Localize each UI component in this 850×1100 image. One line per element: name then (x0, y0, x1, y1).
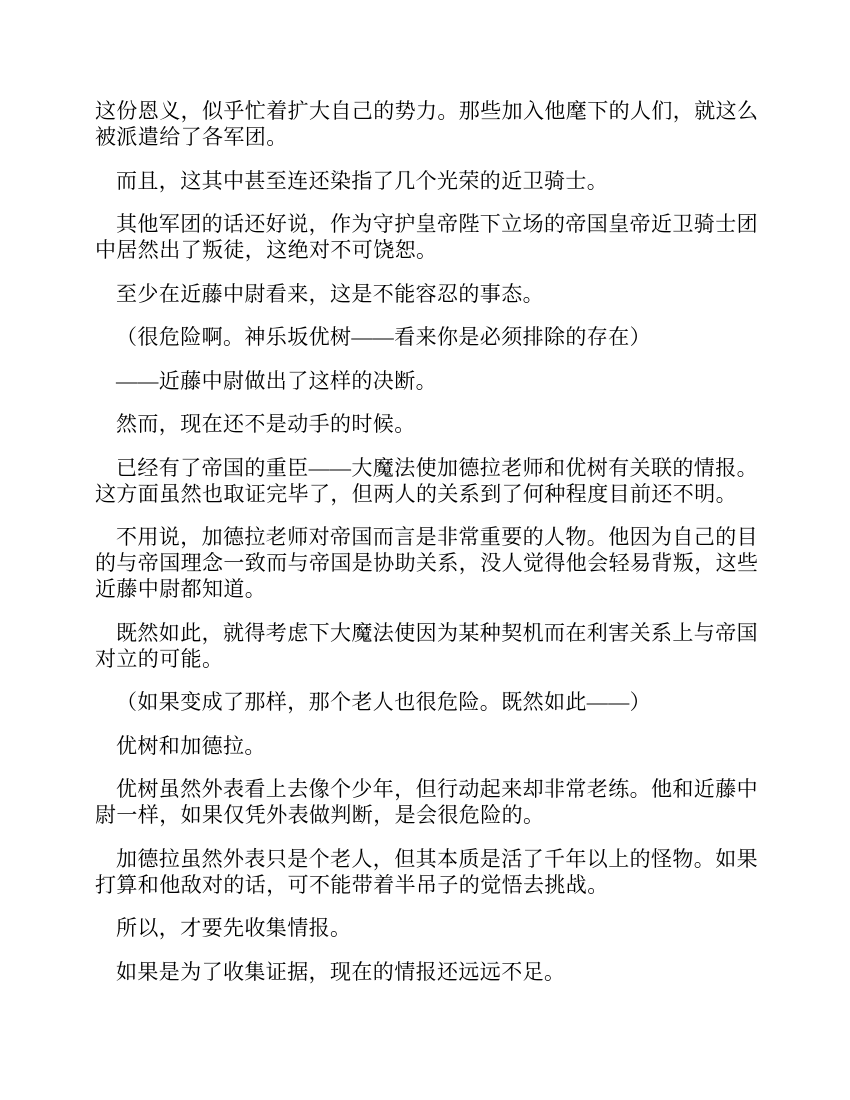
paragraph: 既然如此，就得考虑下大魔法使因为某种契机而在利害关系上与帝国对立的可能。 (95, 620, 758, 671)
paragraph: ——近藤中尉做出了这样的决断。 (116, 368, 437, 393)
paragraph: （如果变成了那样，那个老人也很危险。既然如此——） (116, 690, 651, 714)
paragraph: 加德拉虽然外表只是个老人，但其本质是活了千年以上的怪物。如果打算和他敌对的话，可不能带着半吊子的觉悟去挑战。 (95, 846, 758, 897)
paragraph: 优树和加德拉。 (116, 733, 266, 758)
paragraph: （很危险啊。神乐坂优树——看来你是必须排除的存在） (116, 325, 651, 349)
paragraph: 优树虽然外表看上去像个少年，但行动起来却非常老练。他和近藤中尉一样，如果仅凭外表做判断，是会很危险的。 (95, 777, 758, 827)
paragraph: 其他军团的话还好说，作为守护皇帝陛下立场的帝国皇帝近卫骑士团中居然出了叛徒，这绝对不可饶恕。 (95, 212, 758, 262)
paragraph: 已经有了帝国的重臣——大魔法使加德拉老师和优树有关联的情报。这方面虽然也取证完毕了，但两人的关系到了何种程度目前还不明。 (95, 455, 758, 506)
paragraph: 然而，现在还不是动手的时候。 (116, 412, 416, 436)
paragraph: 不用说，加德拉老师对帝国而言是非常重要的人物。他因为自己的目的与帝国理念一致而与帝国是协助关系，没人觉得他会轻易背叛，这些近藤中尉都知道。 (95, 525, 759, 601)
paragraph: 而且，这其中甚至连还染指了几个光荣的近卫骑士。 (116, 168, 609, 193)
paragraph: 至少在近藤中尉看来，这是不能容忍的事态。 (116, 281, 544, 306)
text-block (95, 98, 760, 985)
paragraph: 所以，才要先收集情报。 (116, 916, 352, 940)
paragraph: 如果是为了收集证据，现在的情报还远远不足。 (116, 959, 566, 984)
paragraph: 这份恩义，似乎忙着扩大自己的势力。那些加入他麾下的人们，就这么被派遣给了各军团。 (95, 99, 759, 149)
